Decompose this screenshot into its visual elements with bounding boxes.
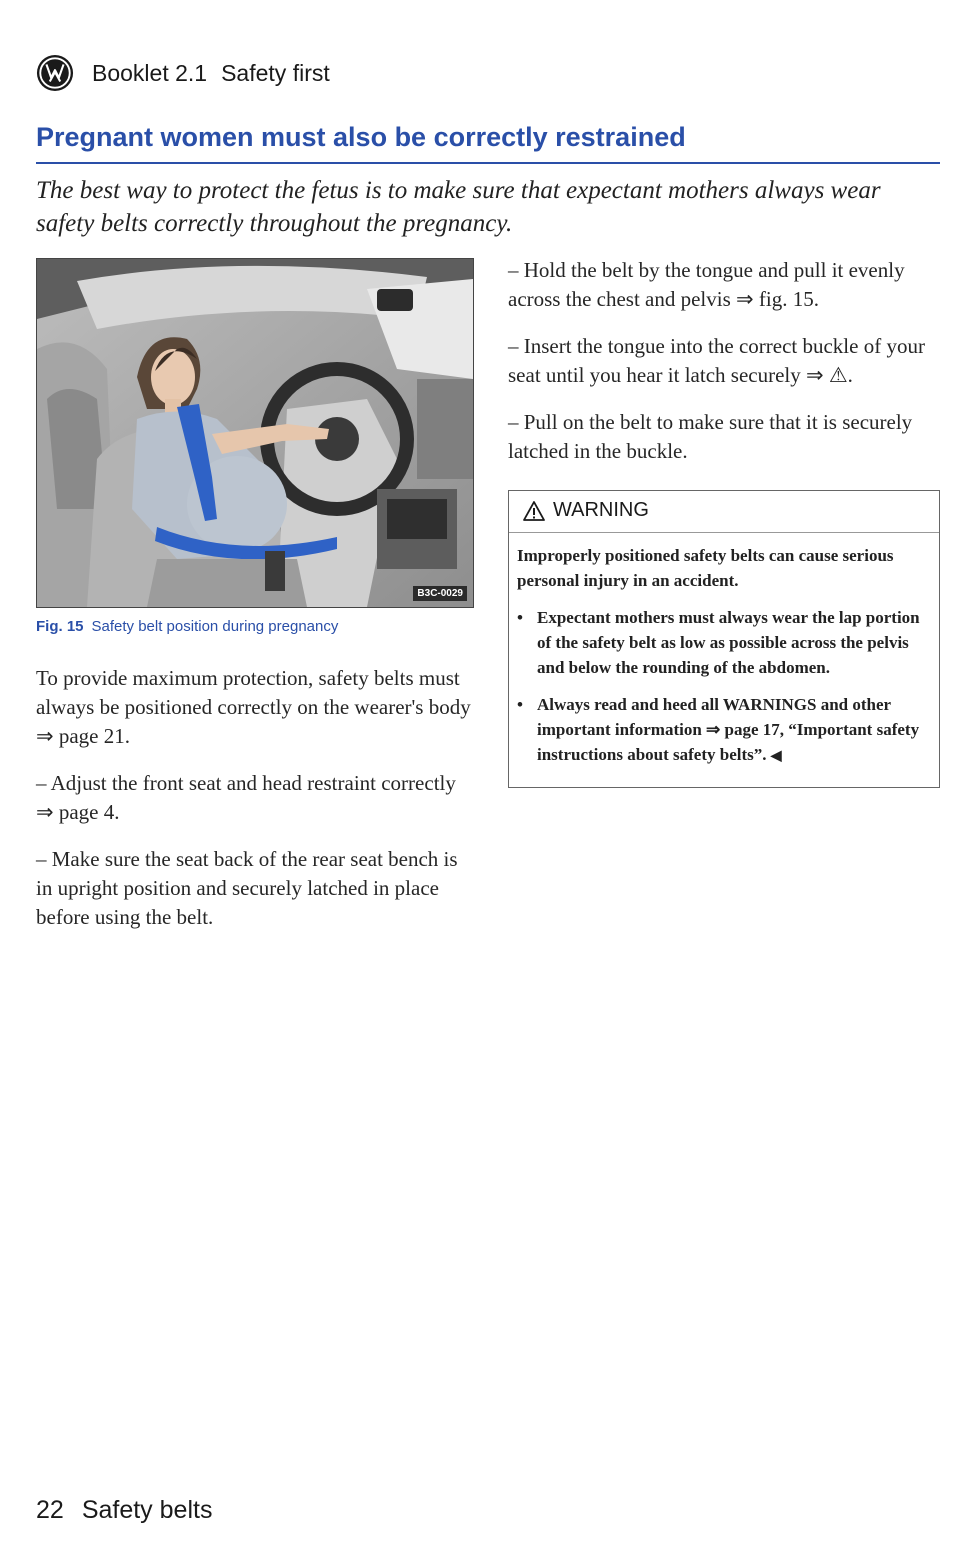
warning-box	[508, 490, 940, 788]
booklet-label: Booklet 2.1	[92, 59, 208, 86]
vw-logo-icon	[36, 54, 74, 92]
warning-intro: Improperly positioned safety belts can cause serious personal injury in an accident.	[517, 546, 894, 590]
right-column	[508, 256, 940, 788]
left-column	[36, 664, 472, 950]
section-label: Safety first	[221, 59, 330, 86]
warning-heading: WARNING	[553, 499, 649, 521]
page-header	[36, 48, 330, 98]
figure-label: Fig. 15	[36, 618, 84, 635]
figure-caption	[36, 618, 338, 635]
warning-bullet-text: Always read and heed all WARNINGS and other important information ⇒ page 17, “Important safety instructions about safety belts”.	[537, 695, 920, 764]
step-adjust-seat: – Adjust the front seat and head restraint correctly ⇒ page 4.	[36, 771, 456, 824]
title-divider	[36, 162, 940, 164]
warning-body	[509, 533, 939, 787]
intro-text: The best way to protect the fetus is to make sure that expectant mothers always wear safety belts correctly throughout the pregnancy.	[36, 177, 881, 237]
page-footer	[36, 1496, 212, 1525]
warning-bullet-text: Expectant mothers must always wear the lap portion of the safety belt as low as possible across the pelvis and below the rounding of the abdomen.	[537, 608, 920, 677]
footer-section: Safety belts	[81, 1496, 213, 1524]
intro-paragraph: To provide maximum protection, safety belts must always be positioned correctly on the wearer's body ⇒ page 21.	[36, 666, 471, 748]
step-insert-tongue: – Insert the tongue into the correct buckle of your seat until you hear it latch securely ⇒ ⚠.	[508, 334, 925, 387]
warning-bullet	[517, 692, 929, 769]
figure-illustration	[36, 258, 474, 608]
warning-bullet	[517, 605, 929, 680]
warning-triangle-icon	[523, 501, 545, 521]
page-number: 22	[36, 1496, 64, 1524]
step-hold-belt: – Hold the belt by the tongue and pull it evenly across the chest and pelvis ⇒ fig. 15.	[508, 258, 905, 311]
bullet-icon: •	[517, 695, 523, 714]
figure-caption-text: Safety belt position during pregnancy	[91, 618, 339, 635]
page-title: Pregnant women must also be correctly restrained	[36, 122, 686, 152]
warning-header	[509, 491, 939, 533]
step-rear-seat: – Make sure the seat back of the rear seat bench is in upright position and securely latched in place before using the belt.	[36, 847, 458, 929]
end-mark-icon: ◀	[770, 749, 782, 764]
pregnancy-seatbelt-illustration	[37, 259, 473, 607]
bullet-icon: •	[517, 608, 523, 627]
figure-code: B3C-0029	[413, 586, 467, 601]
step-pull-belt: – Pull on the belt to make sure that it is securely latched in the buckle.	[508, 410, 913, 463]
